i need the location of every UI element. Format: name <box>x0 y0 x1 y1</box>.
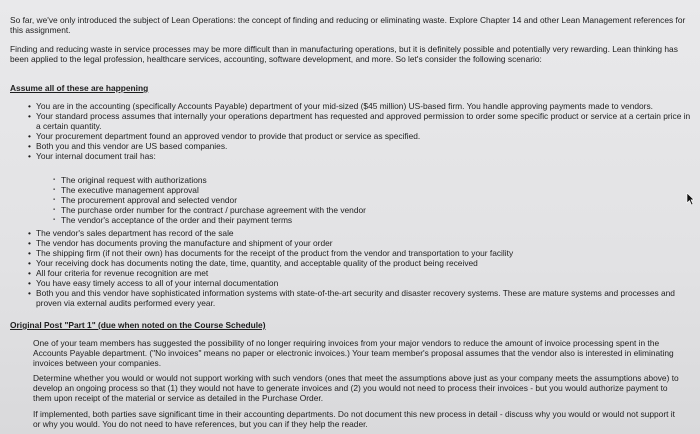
list-item: ▪ The executive management approval <box>61 185 661 195</box>
post-paragraph-3: If implemented, both parties save significant time in their accounting departments. Do not document this new process in detail - discuss why you would or would not support it or why you would. You do not need to have references, but you can if they help the reader. <box>33 409 675 429</box>
list-item: • Your standard process assumes that internally your operations department has requested and approved permission to order some specific product or service at a certain price in a certain quantity. <box>36 111 691 131</box>
list-item: • The vendor has documents proving the manufacture and shipment of your order <box>36 238 691 248</box>
post-paragraph-2: Determine whether you would or would not support working with such vendors (ones that meet the assumptions above just as your company meets the assumptions above) to develop an ongoing process so that (1) they would not have to generate invoices and (2) you would not need to process their invoices - but you would authorize payment to them upon receipt of the material or service as detailed in the Purchase Order. <box>33 373 679 403</box>
list-item: • You have easy timely access to all of your internal documentation <box>36 278 691 288</box>
document-trail-list <box>61 175 661 225</box>
intro-paragraph-1: So far, we've only introduced the subject of Lean Operations: the concept of finding and reducing or eliminating waste. Explore Chapter 14 and other Lean Management references for this assignment. <box>10 15 686 35</box>
list-item: ▪ The vendor's acceptance of the order and their payment terms <box>61 215 661 225</box>
post-paragraph-1: One of your team members has suggested the possibility of no longer requiring invoices from your major vendors to reduce the amount of invoice processing spent in the Accounts Payable department. ("No invoices" means no paper or electronic invoices.) Your team member's proposal assumes that the vendor also is interested in eliminating invoices between your companies. <box>33 338 674 368</box>
list-item: • All four criteria for revenue recognition are met <box>36 268 691 278</box>
intro-paragraph-2: Finding and reducing waste in service processes may be more difficult than in manufacturing operations, but it is definitely possible and potentially very rewarding. Lean thinking has been applied to the legal profession, healthcare services, accounting, software development, and more. So let's consider the following scenario: <box>10 44 678 64</box>
list-item: • Both you and this vendor are US based companies. <box>36 141 691 151</box>
list-item: ▪ The procurement approval and selected vendor <box>61 195 661 205</box>
list-item: • Your internal document trail has: <box>36 151 691 161</box>
list-item: • Your receiving dock has documents noting the date, time, quantity, and acceptable quality of the product being received <box>36 258 691 268</box>
list-item: • Both you and this vendor have sophisticated information systems with state-of-the-art security and disaster recovery systems. These are mature systems and processes and proven via external audits performed every year. <box>36 288 691 308</box>
list-item: • The shipping firm (if not their own) has documents for the receipt of the product from the vendor and transportation to your facility <box>36 248 691 258</box>
conditions-list <box>36 228 691 308</box>
list-item: ▪ The original request with authorizations <box>61 175 661 185</box>
original-post-heading: Original Post "Part 1" (due when noted on the Course Schedule) <box>10 320 266 330</box>
list-item: • The vendor's sales department has record of the sale <box>36 228 691 238</box>
list-item: • Your procurement department found an approved vendor to provide that product or service as specified. <box>36 131 691 141</box>
mouse-pointer-icon <box>686 193 694 205</box>
list-item: ▪ The purchase order number for the contract / purchase agreement with the vendor <box>61 205 661 215</box>
assume-heading: Assume all of these are happening <box>10 83 149 93</box>
list-item: • You are in the accounting (specifically Accounts Payable) department of your mid-sized ($45 million) US-based firm. You handle approving payments made to vendors. <box>36 101 691 111</box>
assume-list <box>36 101 691 161</box>
